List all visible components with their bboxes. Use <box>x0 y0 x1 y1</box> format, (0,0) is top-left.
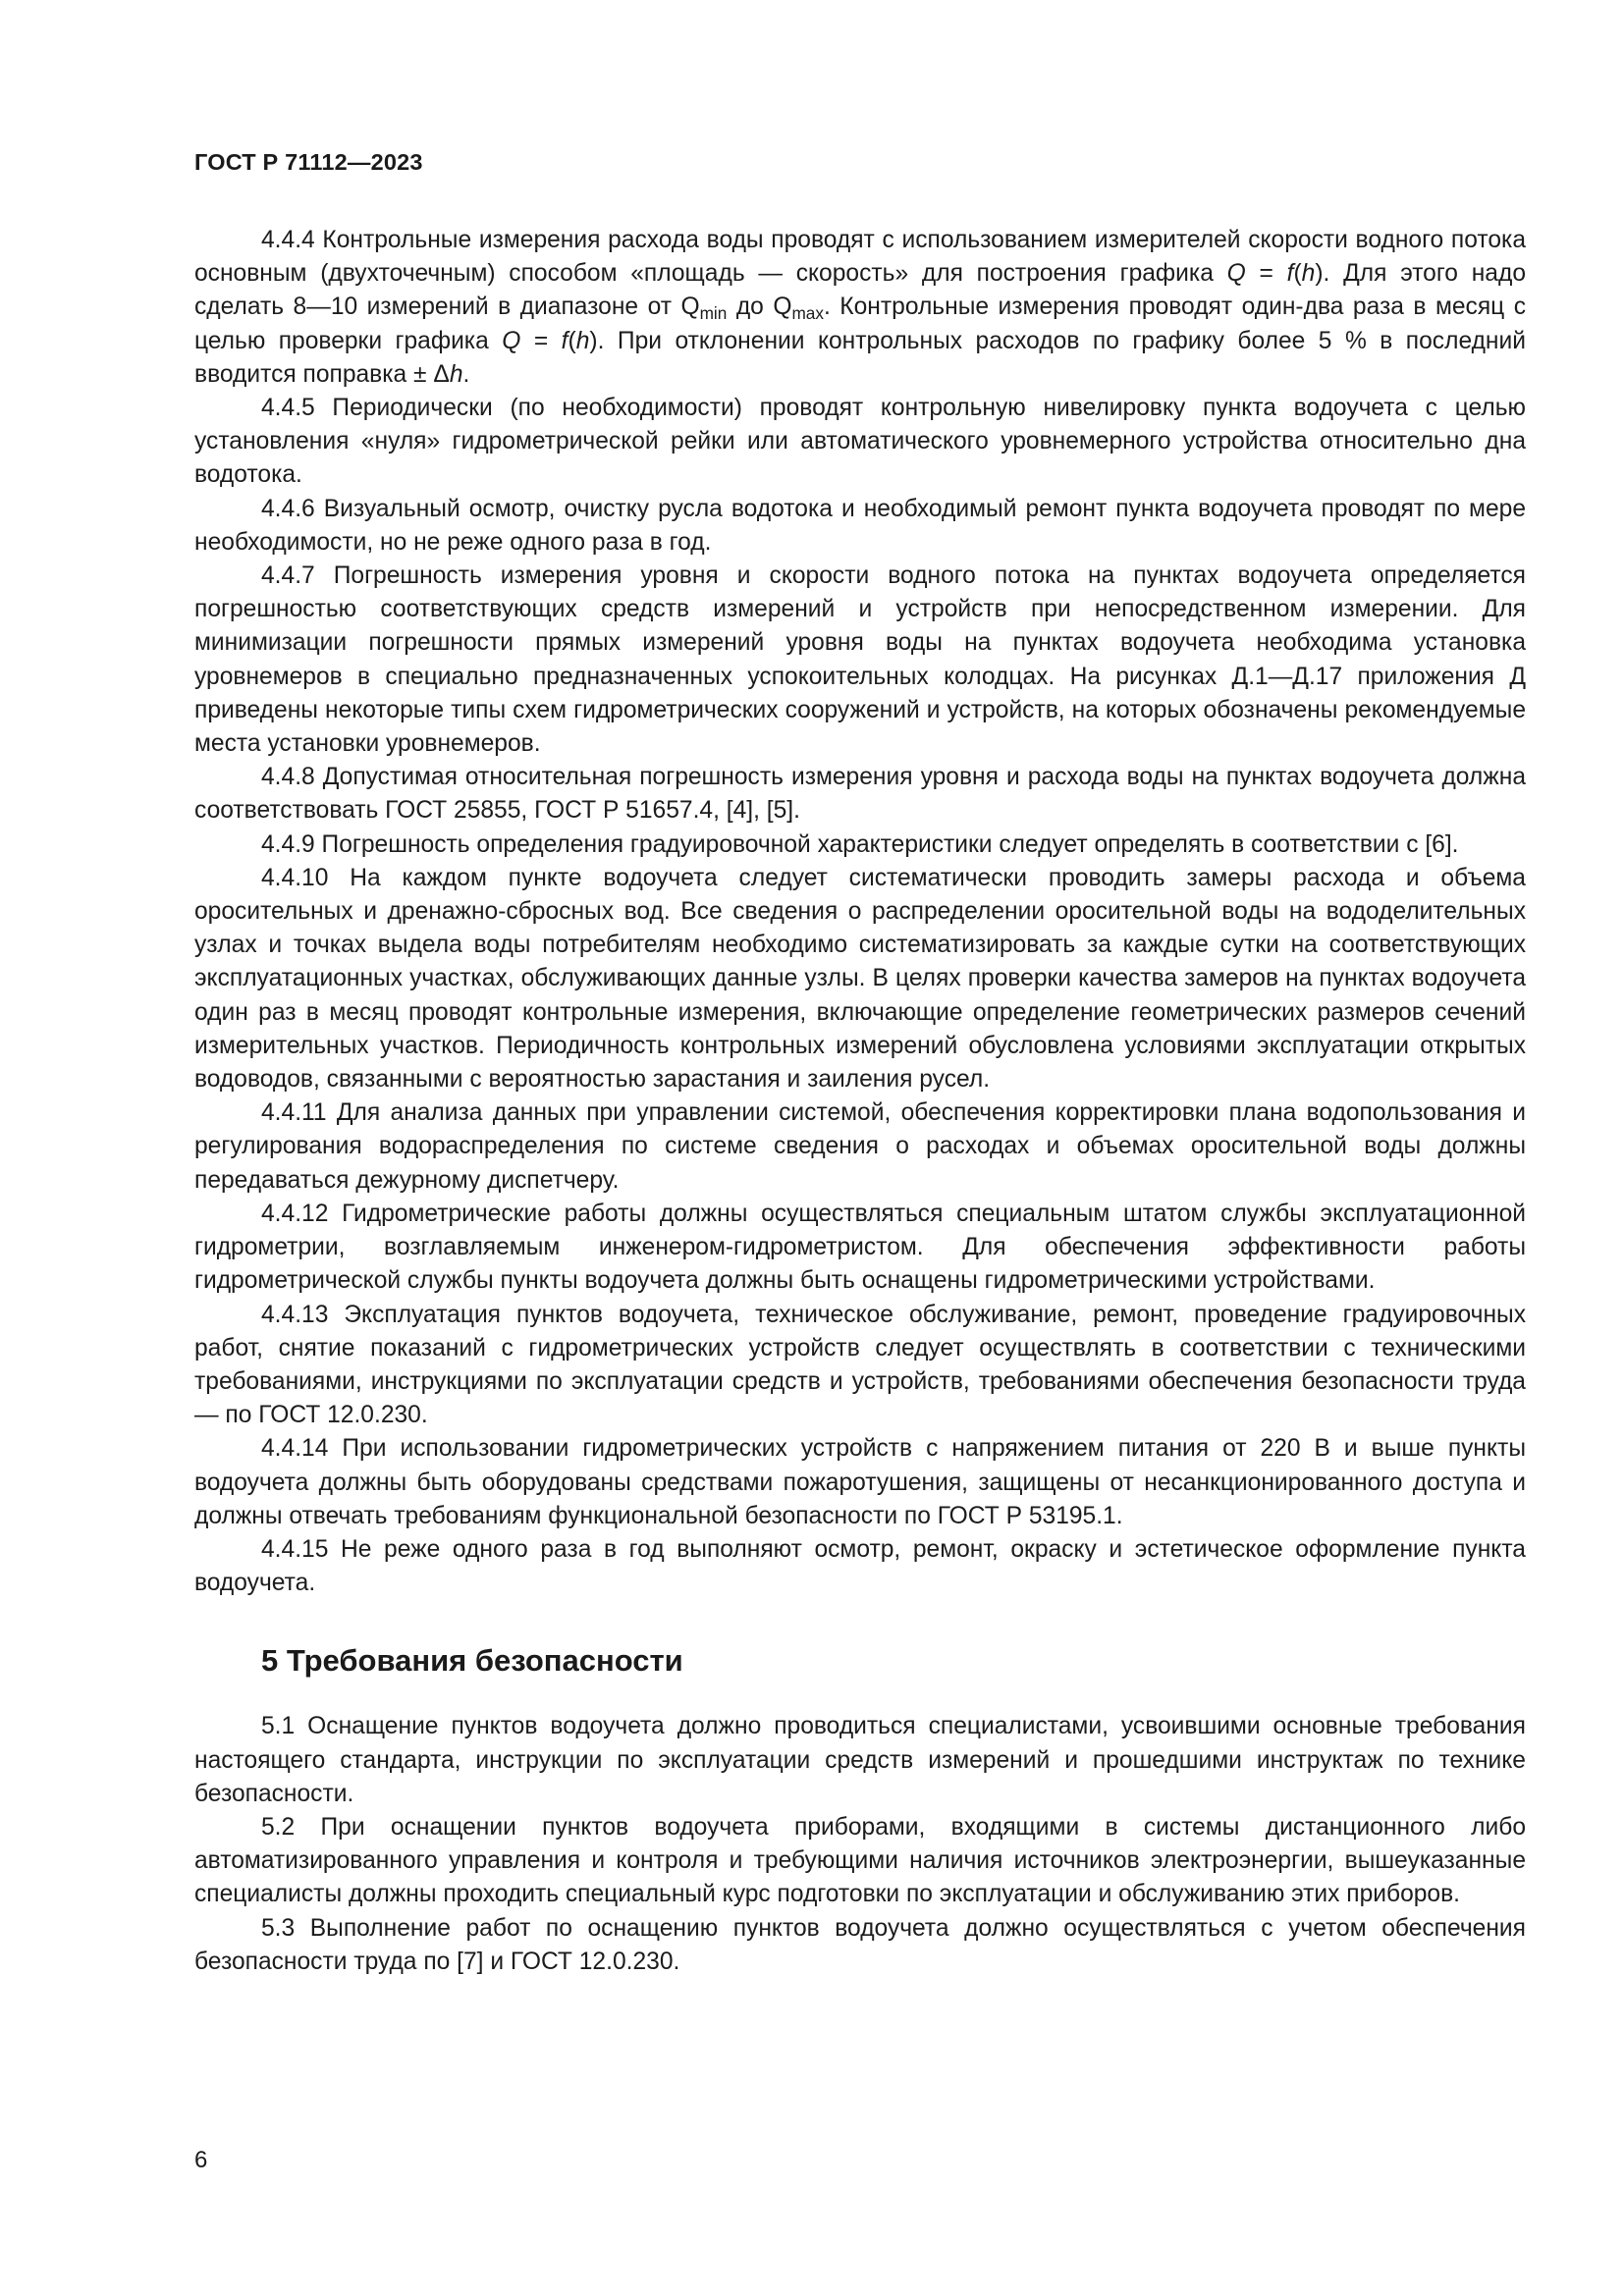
text-run: . Контрольные измерения проводят один-два раза в месяц с целью проверки графика <box>194 294 1527 354</box>
text-run: 4.4.4 Контрольные измерения расхода воды проводят с использованием измерителей скорости водного потока основным (двухточечным) способом «площадь — скорость» для построения графика <box>194 227 1526 288</box>
paragraph-5-1: 5.1 Оснащение пунктов водоучета должно проводиться специалистами, усвоившими основные требования настоящего стандарта, инструкции по эксплуатации средств измерений и прошедшими инструктаж по технике безопасности. <box>194 1713 1526 1807</box>
text-run: ). Для этого надо сделать 8—10 измерений в диапазоне от Q <box>194 260 1527 321</box>
formula-variable: f <box>1286 260 1294 288</box>
paragraph-4-4-5: 4.4.5 Периодически (по необходимости) проводят контрольную нивелировку пункта водоучета с целью установления «нуля» гидрометрической рейки или автоматического уровнемерного устройства относительно дна водотока. <box>194 395 1526 489</box>
paragraph-4-4-15: 4.4.15 Не реже одного раза в год выполняют осмотр, ремонт, окраску и эстетическое оформление пункта водоучета. <box>194 1535 1526 1597</box>
document-body <box>194 224 1526 1979</box>
paragraph-4-4-7: 4.4.7 Погрешность измерения уровня и скорости водного потока на пунктах водоучета определяется погрешностью соответствующих средств измерений и устройств при непосредственном измерении. Для минимизации погрешности прямых измерений уровня воды на пунктах водоучета необходима установка уровнемеров в специально предназначенных успокоительных колодцах. На рисунках Д.1—Д.17 приложения Д приведены некоторые типы схем гидрометрических сооружений и устройств, на которых обозначены рекомендуемые места установки уровнемеров. <box>194 562 1526 758</box>
spacer <box>194 1600 1526 1641</box>
paragraph-4-4-13: 4.4.13 Эксплуатация пунктов водоучета, техническое обслуживание, ремонт, проведение градуировочных работ, снятие показаний с гидрометрических устройств следует осуществлять в соответствии с техническими требованиями, инструкциями по эксплуатации средств и устройств, требованиями обеспечения безопасности труда — по ГОСТ 12.0.230. <box>194 1301 1526 1429</box>
document-code-header: ГОСТ Р 71112—2023 <box>194 149 423 175</box>
formula-variable: Q <box>1226 260 1246 288</box>
paragraph-4-4-4 <box>194 224 1526 392</box>
paragraph-5-2: 5.2 При оснащении пунктов водоучета приборами, входящими в системы дистанционного либо автоматизированного управления и контроля и требующими наличия источников электроэнергии, вышеуказанные специалисты должны проходить специальный курс подготовки по эксплуатации и обслуживанию этих приборов. <box>194 1813 1526 1908</box>
paragraph-4-4-9: 4.4.9 Погрешность определения градуировочной характеристики следует определять в соответствии с [6]. <box>261 830 1459 858</box>
text-run: = <box>1245 260 1287 288</box>
paragraph-5-3: 5.3 Выполнение работ по оснащению пунктов водоучета должно осуществляться с учетом обеспечения безопасности труда по [7] и ГОСТ 12.0.230. <box>194 1914 1526 1975</box>
paragraph-4-4-10: 4.4.10 На каждом пункте водоучета следует систематически проводить замеры расхода и объема оросительных и дренажно-сбросных вод. Все сведения о распределении оросительной воды на вододелительных узлах и точках выдела воды потребителям необходимо систематизировать за каждые сутки на соответствующих эксплуатационных участках, обслуживающих данные узлы. В целях проверки качества замеров на пунктах водоучета один раз в месяц проводят контрольные измерения, включающие определение геометрических размеров сечений измерительных участков. Периодичность контрольных измерений обусловлена условиями эксплуатации открытых водоводов, связанными с вероятностью зарастания и заиления русел. <box>194 864 1526 1094</box>
page-number: 6 <box>194 2147 208 2173</box>
paragraph-4-4-8: 4.4.8 Допустимая относительная погрешность измерения уровня и расхода воды на пунктах водоучета должна соответствовать ГОСТ 25855, ГОСТ Р 51657.4, [4], [5]. <box>194 764 1526 825</box>
paragraph-4-4-14: 4.4.14 При использовании гидрометрических устройств с напряжением питания от 220 В и выше пункты водоучета должны быть оборудованы средствами пожаротушения, защищены от несанкционированного доступа и должны отвечать требованиям функциональной безопасности по ГОСТ Р 53195.1. <box>194 1435 1526 1529</box>
spacer <box>194 1681 1526 1710</box>
section-heading-5: 5 Требования безопасности <box>261 1643 683 1679</box>
subscript-max: max <box>791 303 824 324</box>
text-run: до Q <box>727 294 792 321</box>
text-run: ( <box>1293 260 1302 288</box>
text-run: . <box>462 360 470 388</box>
formula-variable: h <box>449 360 463 388</box>
formula-variable: Q <box>502 327 521 354</box>
paragraph-4-4-11: 4.4.11 Для анализа данных при управлении системой, обеспечения корректировки плана водопользования и регулирования водораспределения по системе сведения о расходах и объемах оросительной воды должны передаваться дежурному диспетчеру. <box>194 1099 1526 1194</box>
text-run: ( <box>568 327 576 354</box>
formula-variable: h <box>575 327 590 354</box>
paragraph-4-4-6: 4.4.6 Визуальный осмотр, очистку русла водотока и необходимый ремонт пункта водоучета проводят по мере необходимости, но не реже одного раза в год. <box>194 495 1526 556</box>
formula-variable: h <box>1301 260 1316 288</box>
text-run: = <box>520 327 562 354</box>
formula-variable: f <box>561 327 568 354</box>
paragraph-4-4-12: 4.4.12 Гидрометрические работы должны осуществляться специальным штатом службы эксплуатационной гидрометрии, возглавляемым инженером-гидрометристом. Для обеспечения эффективности работы гидрометрической службы пункты водоучета должны быть оснащены гидрометрическими устройствами. <box>194 1200 1526 1295</box>
text-run: ). При отклонении контрольных расходов по графику более 5 % в последний вводится поправка ± Δ <box>194 327 1526 388</box>
subscript-min: min <box>699 303 728 324</box>
